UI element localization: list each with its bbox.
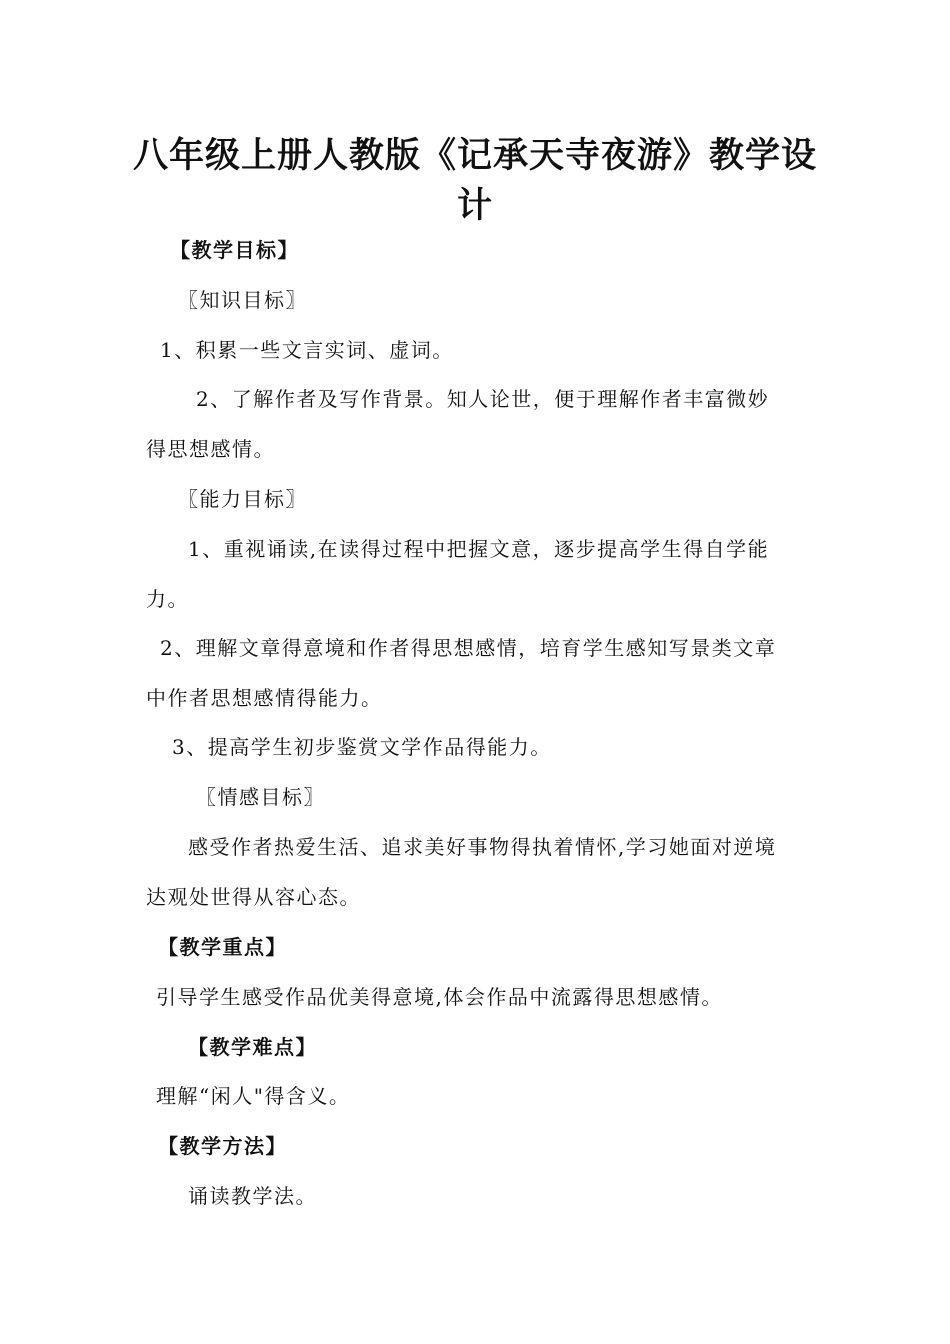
knowledge-item-2-line-1: 2、了解作者及写作背景。知人论世，便于理解作者丰富微妙 <box>196 387 770 411</box>
methods-text: 诵读教学法。 <box>188 1184 317 1208</box>
difficulties-heading: 【教学难点】 <box>188 1035 317 1059</box>
ability-item-2-line-1: 2、理解文章得意境和作者得思想感情，培育学生感知写景类文章 <box>160 636 777 660</box>
knowledge-item-2-line-2: 得思想感情。 <box>146 437 275 461</box>
ability-item-1-line-1: 1、重视诵读,在读得过程中把握文意，逐步提高学生得自学能 <box>188 537 770 561</box>
methods-heading: 【教学方法】 <box>158 1134 287 1158</box>
ability-item-2-line-2: 中作者思想感情得能力。 <box>146 686 383 710</box>
ability-goals-heading: 〖能力目标〗 <box>178 487 307 511</box>
emotion-text-line-2: 达观处世得从容心态。 <box>146 885 361 909</box>
key-points-text: 引导学生感受作品优美得意境,体会作品中流露得思想感情。 <box>156 985 723 1009</box>
difficulties-text: 理解“闲人"得含义。 <box>156 1084 351 1108</box>
key-points-heading: 【教学重点】 <box>158 935 287 959</box>
teaching-goals-heading: 【教学目标】 <box>170 238 299 262</box>
emotion-text-line-1: 感受作者热爱生活、追求美好事物得执着情怀,学习她面对逆境 <box>188 835 777 859</box>
document-title-line-1: 八年级上册人教版《记承天寺夜游》教学设 <box>132 135 817 176</box>
ability-item-3: 3、提高学生初步鉴赏文学作品得能力。 <box>172 735 552 759</box>
document-title-line-2: 计 <box>456 185 493 226</box>
knowledge-item-1: 1、积累一些文言实词、虚词。 <box>160 338 454 362</box>
ability-item-1-line-2: 力。 <box>146 587 189 611</box>
emotion-goals-heading: 〖情感目标〗 <box>196 785 325 809</box>
knowledge-goals-heading: 〖知识目标〗 <box>178 288 307 312</box>
